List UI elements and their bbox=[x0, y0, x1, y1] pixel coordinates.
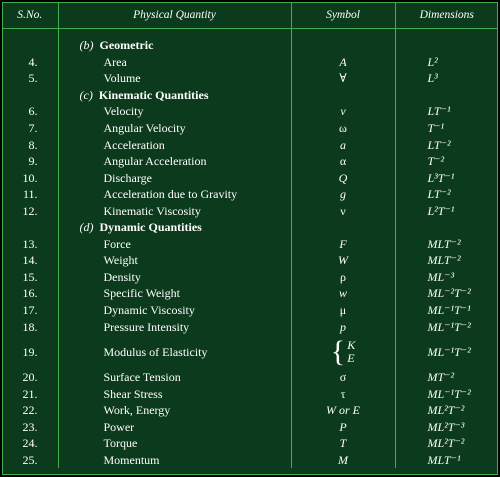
dimension-formula bbox=[395, 29, 498, 54]
table-row bbox=[2, 202, 498, 219]
dimension-formula: MLT⁻² bbox=[395, 236, 498, 253]
header-physical-quantity: Physical Quantity bbox=[58, 2, 291, 29]
serial-number: 5. bbox=[28, 71, 38, 86]
physical-quantity: Momentum bbox=[58, 452, 291, 469]
serial-number: 8. bbox=[28, 137, 38, 152]
symbol: a bbox=[291, 136, 395, 153]
serial-number bbox=[2, 219, 58, 236]
table-row bbox=[2, 252, 498, 269]
physical-quantity: Shear Stress bbox=[58, 385, 291, 402]
table-row bbox=[2, 318, 498, 335]
physical-quantity: Volume bbox=[58, 70, 291, 87]
dimension-formula: L² bbox=[395, 54, 498, 71]
physical-quantity: Density bbox=[58, 269, 291, 286]
symbol: g bbox=[291, 186, 395, 203]
symbol: ω bbox=[291, 120, 395, 137]
symbol: p bbox=[291, 318, 395, 335]
section-heading bbox=[58, 219, 291, 236]
serial-number: 9. bbox=[28, 154, 38, 169]
dimensions-table bbox=[2, 2, 498, 468]
dimension-formula: LT⁻² bbox=[395, 136, 498, 153]
section-letter: (c) bbox=[79, 87, 93, 102]
dimension-formula: MLT⁻¹ bbox=[395, 452, 498, 469]
table-row bbox=[2, 269, 498, 286]
symbol-option: K bbox=[347, 337, 356, 352]
table-row bbox=[2, 335, 498, 369]
physical-quantity: Kinematic Viscosity bbox=[58, 202, 291, 219]
physical-quantity: Angular Acceleration bbox=[58, 153, 291, 170]
dimension-formula: ML⁻¹T⁻² bbox=[395, 335, 498, 369]
symbol: ∀ bbox=[291, 70, 395, 87]
dimension-formula: LT⁻¹ bbox=[395, 103, 498, 120]
table-row bbox=[2, 236, 498, 253]
header-dimensions: Dimensions bbox=[395, 2, 498, 29]
section-row bbox=[2, 87, 498, 104]
serial-number: 16. bbox=[22, 286, 38, 301]
physical-quantity: Surface Tension bbox=[58, 369, 291, 386]
serial-number: 10. bbox=[22, 170, 38, 185]
physical-quantity: Power bbox=[58, 418, 291, 435]
serial-number: 13. bbox=[22, 236, 38, 251]
symbol: ρ bbox=[291, 269, 395, 286]
serial-number: 14. bbox=[22, 253, 38, 268]
symbol bbox=[291, 335, 395, 369]
symbol: v bbox=[291, 103, 395, 120]
section-letter: (b) bbox=[79, 38, 94, 53]
physical-quantity: Acceleration due to Gravity bbox=[58, 186, 291, 203]
dimension-formula: ML²T⁻³ bbox=[395, 418, 498, 435]
physical-quantity: Dynamic Viscosity bbox=[58, 302, 291, 319]
symbol: F bbox=[291, 236, 395, 253]
symbol: A bbox=[291, 54, 395, 71]
dimension-formula: ML⁻³ bbox=[395, 269, 498, 286]
dimension-formula: ML²T⁻² bbox=[395, 435, 498, 452]
table-row bbox=[2, 136, 498, 153]
serial-number: 25. bbox=[22, 452, 38, 467]
serial-number: 6. bbox=[28, 104, 38, 119]
physical-quantity: Specific Weight bbox=[58, 285, 291, 302]
dimension-formula: ML²T⁻² bbox=[395, 402, 498, 419]
symbol: P bbox=[291, 418, 395, 435]
table-row bbox=[2, 369, 498, 386]
physical-quantity: Work, Energy bbox=[58, 402, 291, 419]
dimension-formula: T⁻¹ bbox=[395, 120, 498, 137]
table-row bbox=[2, 169, 498, 186]
table-row bbox=[2, 385, 498, 402]
section-heading bbox=[58, 87, 291, 104]
symbol-option: E bbox=[347, 350, 355, 365]
physical-quantity: Area bbox=[58, 54, 291, 71]
symbol: W bbox=[291, 252, 395, 269]
table-row bbox=[2, 120, 498, 137]
symbol bbox=[291, 29, 395, 54]
physical-quantity: Acceleration bbox=[58, 136, 291, 153]
header-row bbox=[2, 2, 498, 29]
serial-number: 7. bbox=[28, 121, 38, 135]
serial-number: 12. bbox=[22, 203, 38, 218]
symbol bbox=[291, 219, 395, 236]
section-row bbox=[2, 219, 498, 236]
symbol: μ bbox=[291, 302, 395, 319]
dimension-formula: L²T⁻¹ bbox=[395, 202, 498, 219]
dimension-formula: ML⁻²T⁻² bbox=[395, 285, 498, 302]
dimension-formula: L³ bbox=[395, 70, 498, 87]
symbol: W or E bbox=[291, 402, 395, 419]
table-row bbox=[2, 435, 498, 452]
physical-quantity: Modulus of Elasticity bbox=[58, 335, 291, 369]
serial-number bbox=[2, 29, 58, 54]
symbol-stack bbox=[347, 339, 355, 365]
table-row bbox=[2, 452, 498, 469]
table-row bbox=[2, 186, 498, 203]
serial-number: 22. bbox=[22, 403, 38, 418]
section-letter: (d) bbox=[79, 220, 94, 235]
physical-quantity: Force bbox=[58, 236, 291, 253]
serial-number: 4. bbox=[28, 54, 38, 69]
physical-quantity: Angular Velocity bbox=[58, 120, 291, 137]
dimension-formula: MT⁻² bbox=[395, 369, 498, 386]
symbol: M bbox=[291, 452, 395, 469]
physical-quantity: Pressure Intensity bbox=[58, 318, 291, 335]
dimension-formula: MLT⁻² bbox=[395, 252, 498, 269]
physical-quantity: Velocity bbox=[58, 103, 291, 120]
header-symbol: Symbol bbox=[291, 2, 395, 29]
table-row bbox=[2, 402, 498, 419]
physical-quantity: Discharge bbox=[58, 169, 291, 186]
table-row bbox=[2, 54, 498, 71]
serial-number: 19. bbox=[22, 344, 38, 359]
symbol bbox=[291, 87, 395, 104]
symbol: Q bbox=[291, 169, 395, 186]
serial-number bbox=[2, 87, 58, 104]
serial-number: 21. bbox=[22, 386, 38, 401]
dimension-formula: ML⁻¹T⁻¹ bbox=[395, 302, 498, 319]
section-title: Kinematic Quantities bbox=[98, 87, 209, 102]
serial-number: 15. bbox=[22, 269, 38, 284]
table-row bbox=[2, 285, 498, 302]
section-title: Geometric bbox=[99, 38, 154, 53]
section-row bbox=[2, 29, 498, 54]
dimension-formula bbox=[395, 219, 498, 236]
dimension-formula bbox=[395, 87, 498, 104]
header-sno: S.No. bbox=[2, 2, 58, 29]
table-body bbox=[2, 29, 498, 469]
dimension-formula: L³T⁻¹ bbox=[395, 169, 498, 186]
symbol: T bbox=[291, 435, 395, 452]
serial-number: 11. bbox=[22, 187, 38, 202]
dimension-formula: LT⁻² bbox=[395, 186, 498, 203]
physical-quantity: Torque bbox=[58, 435, 291, 452]
symbol: ν bbox=[291, 202, 395, 219]
curly-brace-icon: { bbox=[330, 334, 346, 368]
table-row bbox=[2, 302, 498, 319]
section-title: Dynamic Quantities bbox=[99, 220, 202, 235]
section-heading bbox=[58, 29, 291, 54]
dimension-formula: ML⁻¹T⁻² bbox=[395, 318, 498, 335]
serial-number: 18. bbox=[22, 319, 38, 334]
serial-number: 24. bbox=[22, 436, 38, 451]
physical-quantity: Weight bbox=[58, 252, 291, 269]
symbol: α bbox=[291, 153, 395, 170]
table-row bbox=[2, 70, 498, 87]
serial-number: 20. bbox=[22, 370, 38, 385]
dimension-formula: T⁻² bbox=[395, 153, 498, 170]
symbol: τ bbox=[291, 385, 395, 402]
serial-number: 17. bbox=[22, 303, 38, 318]
symbol: w bbox=[291, 285, 395, 302]
serial-number: 23. bbox=[22, 419, 38, 434]
table-row bbox=[2, 153, 498, 170]
table-row bbox=[2, 418, 498, 435]
symbol: σ bbox=[291, 369, 395, 386]
table-row bbox=[2, 103, 498, 120]
dimension-formula: ML⁻¹T⁻² bbox=[395, 385, 498, 402]
